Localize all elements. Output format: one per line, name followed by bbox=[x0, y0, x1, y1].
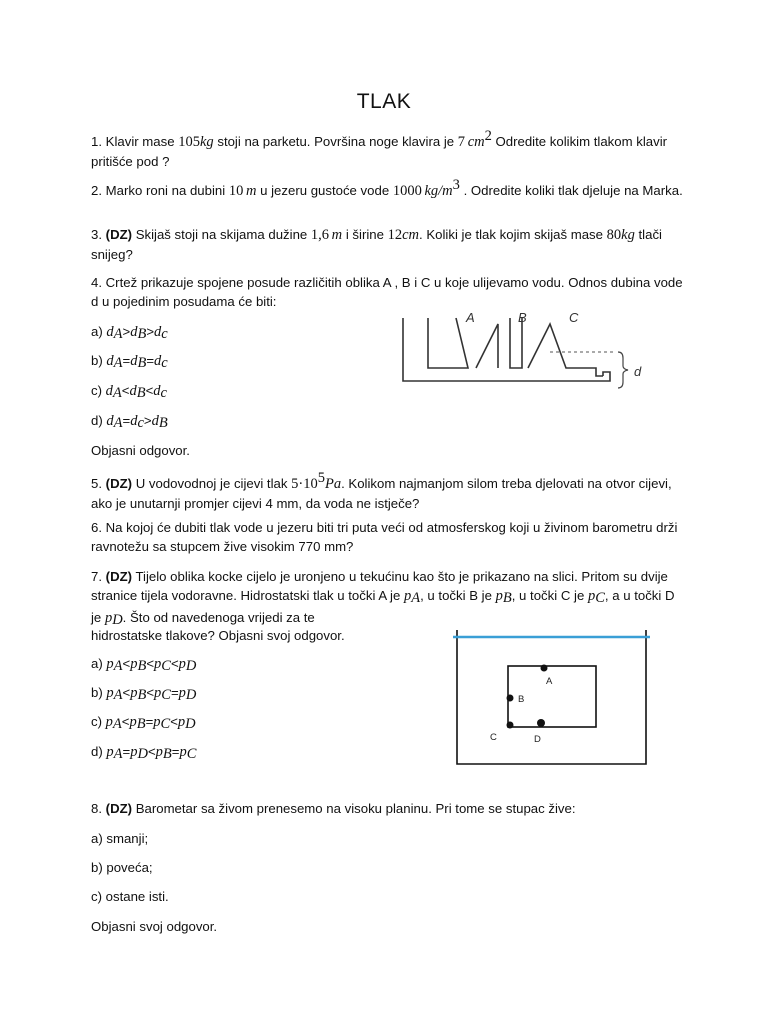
vessel-d-walls bbox=[528, 324, 603, 376]
q7-option-d: d) $p_A=p_D<p_B=p_C$ bbox=[91, 744, 197, 762]
q7-option-a: a) $p_A<p_B<p_C<p_D$ bbox=[91, 656, 197, 674]
vessel-outline bbox=[403, 318, 610, 381]
container-walls bbox=[457, 630, 646, 764]
q4-option-d: d) $d_A=d_c>d_B$ bbox=[91, 413, 168, 431]
q4-option-a: a) $d_A>d_B>d_c$ bbox=[91, 324, 168, 342]
page-title: TLAK bbox=[356, 90, 412, 113]
q8-explain: Objasni svoj odgovor. bbox=[91, 919, 218, 934]
point-b-dot bbox=[507, 695, 514, 702]
vessel-label-b: B bbox=[518, 310, 527, 325]
vessel-c-walls bbox=[510, 318, 522, 368]
point-d-dot bbox=[537, 719, 545, 727]
question-2: 2. Marko roni na dubini 10 m u jezeru gustoće vode 1000 $kg/m^3$ . Odredite koliki tlak djeluje na Marka. bbox=[91, 177, 683, 199]
point-label-b: B bbox=[518, 694, 525, 705]
depth-label-d: d bbox=[634, 364, 642, 379]
question-3: 3. (DZ) Skijaš stoji na skijama dužine 1,6 m i širine 12cm. Koliki je tlak kojim skijaš mase 80kg tlači snijeg? bbox=[91, 227, 662, 262]
question-5: 5. (DZ) U vodovodnoj je cijevi tlak $5\cdot 10^5Pa$. Kolikom najmanjom silom treba djelovati na otvor cijevi, ako je unutarnji promjer cijevi 4 mm, da voda ne istječe? bbox=[91, 470, 672, 511]
q4-explain: Objasni odgovor. bbox=[91, 443, 190, 458]
vessel-b-walls bbox=[476, 324, 498, 368]
q4-option-b: b) $d_A=d_B=d_c$ bbox=[91, 353, 168, 371]
point-label-d: D bbox=[534, 734, 541, 745]
question-7: 7. (DZ) Tijelo oblika kocke cijelo je uronjeno u tekućinu kao što je prikazano na slici. Pritom su dvije stranice tijela vodoravne. Hidrostatski tlak u točki A je $p_A$, u točki B je $p_B$, u točki C je $p_C$, a u točki D je $p_D$. Što od navedenoga vrijedi za te bbox=[91, 569, 675, 628]
question-6: 6. Na kojoj će dubiti tlak vode u jezeru biti tri puta veći od atmosferskog koji u živinom barometru drži ravnotežu sa stupcem žive visokim 770 mm? bbox=[91, 520, 678, 554]
depth-brace bbox=[618, 352, 628, 388]
q8-option-c: c) ostane isti. bbox=[91, 889, 169, 904]
point-label-a: A bbox=[546, 676, 553, 687]
vessel-label-a: A bbox=[466, 310, 475, 325]
q4-option-c: c) $d_A<d_B<d_c$ bbox=[91, 383, 167, 401]
q8-option-a: a) smanji; bbox=[91, 831, 149, 846]
point-c-dot bbox=[507, 722, 514, 729]
vessel-label-c: C bbox=[569, 310, 579, 325]
submerged-cube-figure bbox=[452, 628, 657, 768]
q7-option-c: c) $p_A<p_B=p_C<p_D$ bbox=[91, 714, 196, 732]
connected-vessels-figure bbox=[400, 306, 660, 396]
vessel-a-walls bbox=[428, 318, 468, 368]
q8-option-b: b) poveća; bbox=[91, 860, 153, 875]
question-7-last-line: hidrostatske tlakove? Objasni svoj odgovor. bbox=[91, 628, 345, 643]
point-label-c: C bbox=[490, 732, 497, 743]
point-a-dot bbox=[541, 665, 548, 672]
q7-option-b: b) $p_A<p_B<p_C=p_D$ bbox=[91, 685, 197, 703]
question-4: 4. Crtež prikazuje spojene posude različitih oblika A , B i C u koje ulijevamo vodu. Odnos dubina vode d u pojedinim posudama će biti: bbox=[91, 275, 683, 309]
question-1: 1. Klavir mase 105kg stoji na parketu. Površina noge klavira je 7 $cm^2$ Odredite kolikim tlakom klavir pritišće pod ? bbox=[91, 128, 668, 169]
question-8: 8. (DZ) Barometar sa živom prenesemo na visoku planinu. Pri tome se stupac žive: bbox=[91, 801, 576, 816]
